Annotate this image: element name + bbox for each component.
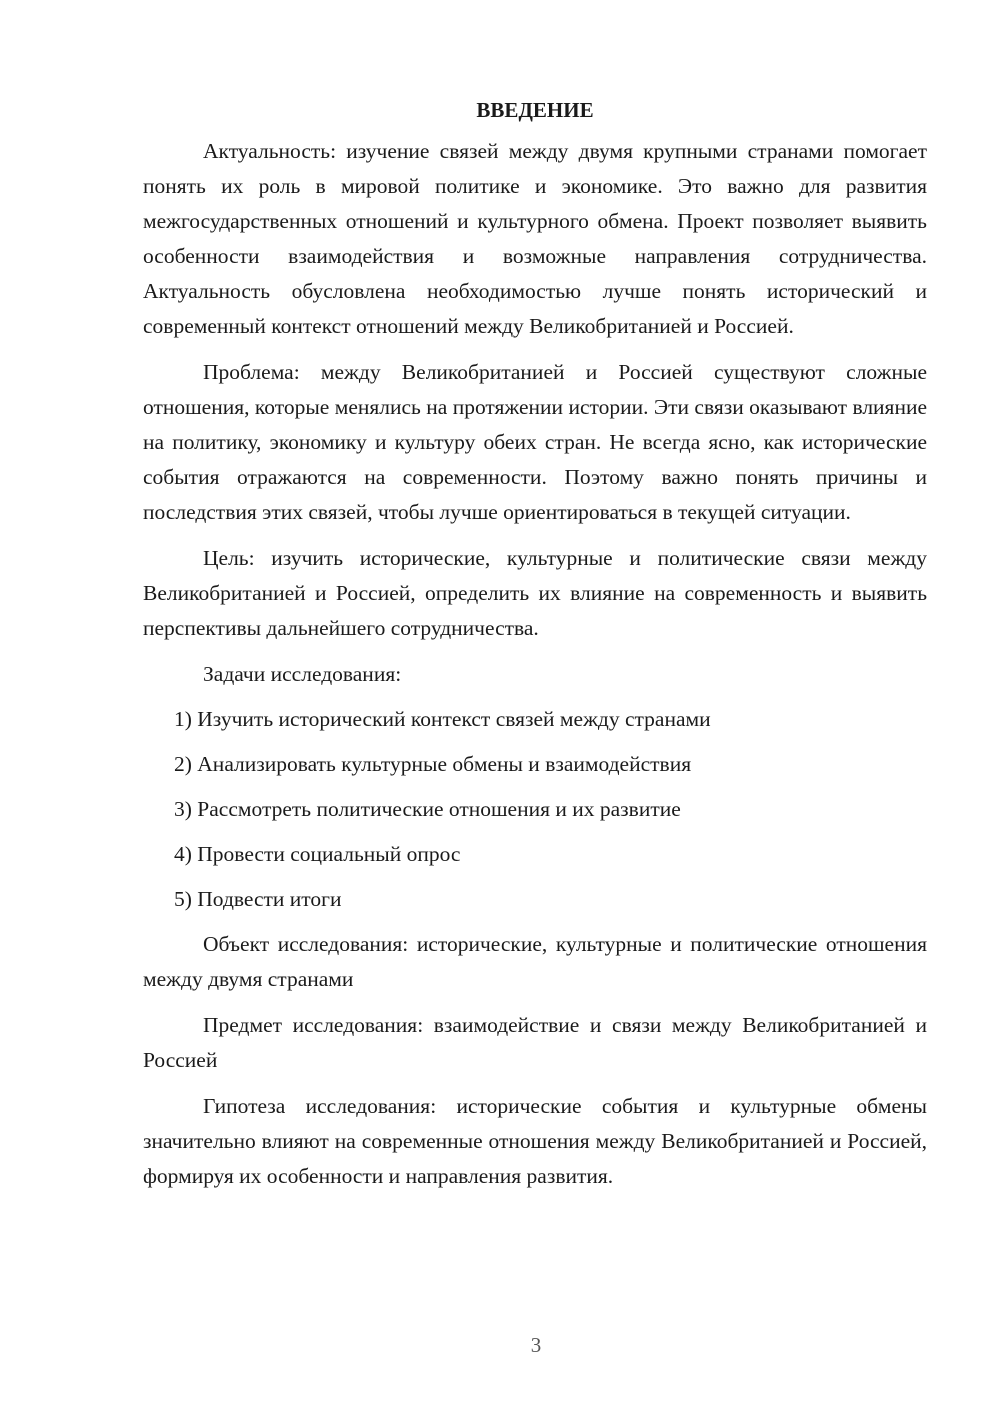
list-item: 2) Анализировать культурные обмены и взаимодействия — [174, 752, 692, 776]
page-number: 3 — [530, 1333, 542, 1357]
subject-paragraph: Предмет исследования: взаимодействие и связи между Великобританией и Россией — [143, 1013, 927, 1072]
section-heading: ВВЕДЕНИЕ — [476, 98, 594, 122]
list-item: 5) Подвести итоги — [174, 887, 342, 911]
problem-paragraph: Проблема: между Великобританией и Россией существуют сложные отношения, которые менялись на протяжении истории. Эти связи оказывают влияние на политику, экономику и культуру обеих стран. Не всегда ясно, как исторические события отражаются на современности. Поэтому важно понять причины и последствия этих связей, чтобы лучше ориентироваться в текущей ситуации. — [143, 360, 927, 524]
list-item: 4) Провести социальный опрос — [174, 842, 461, 866]
tasks-title: Задачи исследования: — [203, 662, 402, 686]
list-item: 3) Рассмотреть политические отношения и их развитие — [174, 797, 681, 821]
document-body — [143, 95, 927, 1205]
object-paragraph: Объект исследования: исторические, культурные и политические отношения между двумя странами — [143, 932, 927, 991]
hypothesis-paragraph: Гипотеза исследования: исторические события и культурные обмены значительно влияют на современные отношения между Великобританией и Россией, формируя их особенности и направления развития. — [143, 1094, 927, 1188]
relevance-paragraph: Актуальность: изучение связей между двумя крупными странами помогает понять их роль в мировой политике и экономике. Это важно для развития межгосударственных отношений и культурного обмена. Проект позволяет выявить особенности взаимодействия и возможные направления сотрудничества. Актуальность обусловлена необходимостью лучше понять исторический и современный контекст отношений между Великобританией и Россией. — [143, 139, 927, 338]
goal-paragraph: Цель: изучить исторические, культурные и политические связи между Великобританией и Россией, определить их влияние на современность и выявить перспективы дальнейшего сотрудничества. — [143, 546, 927, 640]
list-item: 1) Изучить исторический контекст связей между странами — [174, 707, 711, 731]
tasks-list — [143, 702, 927, 917]
